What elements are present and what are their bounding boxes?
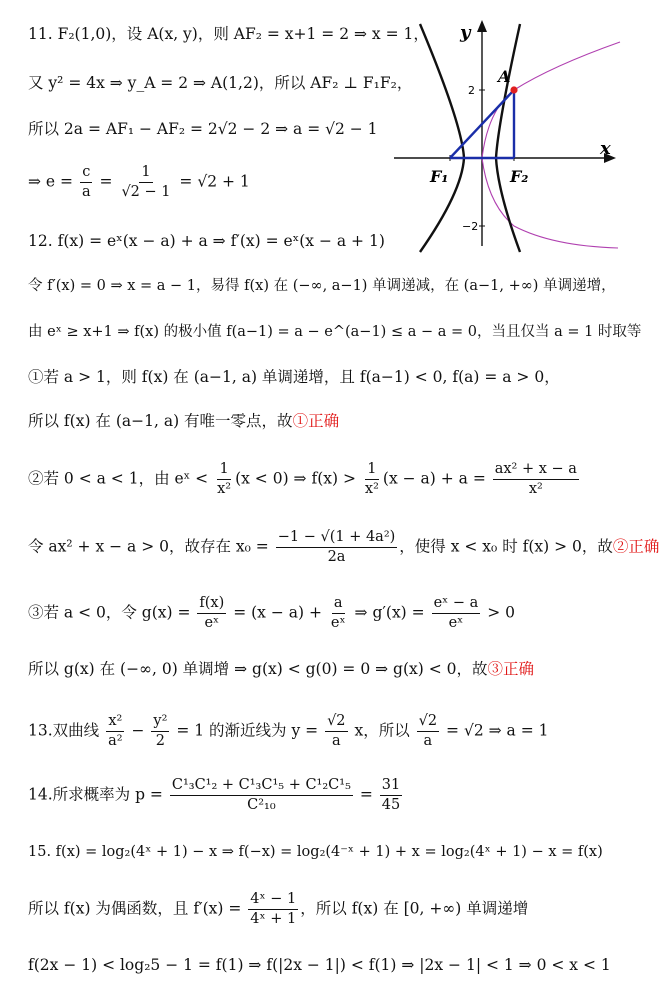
line-15b bbox=[28, 892, 528, 927]
denominator: C²₁₀ bbox=[247, 797, 276, 814]
fraction bbox=[170, 778, 353, 813]
text: 所以 f(x) 为偶函数，且 f′(x) = bbox=[28, 899, 247, 918]
text: = bbox=[94, 172, 118, 191]
text: 所以 f(x) 在 (a−1, a) 有唯一零点，故 bbox=[28, 412, 293, 430]
line-12b: 令 f′(x) = 0 ⇒ x = a − 1，易得 f(x) 在 (−∞, a−1) 单调递减，在 (a−1, +∞) 单调递增， bbox=[28, 278, 616, 294]
f1-label: F₁ bbox=[430, 167, 449, 186]
text: > 0 bbox=[482, 603, 516, 622]
hyperbola-left-branch bbox=[420, 24, 464, 252]
line-12c: 由 eˣ ≥ x+1 ⇒ f(x) 的极小值 f(a−1) = a − e^(a−1) ≤ a − a = 0，当且仅当 a = 1 时取等 bbox=[28, 324, 642, 340]
text: = bbox=[354, 785, 378, 804]
denominator: eˣ bbox=[204, 615, 220, 632]
text: 14.所求概率为 p = bbox=[28, 785, 168, 804]
numerator: a bbox=[332, 596, 345, 614]
tick-label-pos: 2 bbox=[468, 84, 475, 97]
fraction bbox=[325, 714, 347, 749]
numerator: 4ˣ − 1 bbox=[248, 892, 298, 910]
text: ②若 0 < a < 1，由 eˣ < bbox=[28, 469, 214, 488]
text: − bbox=[126, 721, 150, 740]
point-a-label: A bbox=[498, 67, 511, 86]
answer-red: ③正确 bbox=[487, 660, 535, 678]
numerator: √2 bbox=[417, 714, 439, 732]
denominator: x² bbox=[364, 481, 379, 498]
numerator: 1 bbox=[217, 462, 230, 480]
numerator: 1 bbox=[139, 165, 152, 183]
denominator: a bbox=[331, 733, 341, 750]
fraction bbox=[248, 892, 298, 927]
denominator: eˣ bbox=[330, 615, 346, 632]
line-12d: ①若 a > 1，则 f(x) 在 (a−1, a) 单调递增，且 f(a−1) < 0, f(a) = a > 0， bbox=[28, 368, 560, 386]
x-label: x bbox=[600, 138, 611, 159]
fraction bbox=[493, 462, 579, 497]
fraction bbox=[432, 596, 481, 631]
tick-label-neg: −2 bbox=[462, 220, 479, 233]
numerator: ax² + x − a bbox=[493, 462, 579, 480]
denominator: 4ˣ + 1 bbox=[250, 911, 297, 928]
numerator: eˣ − a bbox=[432, 596, 481, 614]
line-13 bbox=[28, 714, 548, 749]
line-12e bbox=[28, 414, 339, 430]
text: ，使得 x < x₀ 时 f(x) > 0，故 bbox=[399, 537, 613, 556]
text: (x − a) + a = bbox=[382, 469, 491, 488]
line-12f bbox=[28, 462, 581, 497]
text: ⇒ e = bbox=[28, 172, 78, 191]
y-axis-arrow bbox=[477, 20, 487, 32]
line-15: 15. f(x) = log₂(4ˣ + 1) − x ⇒ f(−x) = log₂(4⁻ˣ + 1) + x = log₂(4ˣ + 1) − x = f(x) bbox=[28, 844, 603, 860]
numerator: 31 bbox=[380, 778, 402, 796]
y-label: y bbox=[460, 22, 471, 43]
text: x，所以 bbox=[349, 721, 415, 740]
fraction bbox=[197, 596, 226, 631]
text: ⇒ g′(x) = bbox=[349, 603, 430, 622]
line-15c: f(2x − 1) < log₂5 − 1 = f(1) ⇒ f(|2x − 1|) < f(1) ⇒ |2x − 1| < 1 ⇒ 0 < x < 1 bbox=[28, 956, 611, 974]
line-11: 11. F₂(1,0)，设 A(x, y)，则 AF₂ = x+1 = 2 ⇒ x = 1， bbox=[28, 25, 429, 43]
text: = 1 的渐近线为 y = bbox=[171, 721, 324, 740]
numerator: √2 bbox=[325, 714, 347, 732]
line-12g bbox=[28, 530, 659, 565]
line-12i bbox=[28, 662, 534, 678]
hyperbola-parabola-figure bbox=[392, 14, 620, 252]
fraction bbox=[106, 714, 124, 749]
denominator: √2 − 1 bbox=[121, 184, 171, 201]
answer-red: ①正确 bbox=[292, 412, 340, 430]
denominator: 2 bbox=[155, 733, 166, 750]
hyperbola-right-branch bbox=[496, 24, 520, 252]
point-a bbox=[510, 86, 517, 93]
numerator: x² bbox=[106, 714, 124, 732]
text: 令 ax² + x − a > 0，故存在 x₀ = bbox=[28, 537, 274, 556]
denominator: x² bbox=[528, 481, 543, 498]
denominator: 2a bbox=[327, 549, 346, 566]
fraction bbox=[80, 165, 93, 200]
denominator: eˣ bbox=[448, 615, 464, 632]
fraction bbox=[329, 596, 348, 631]
f2-label: F₂ bbox=[510, 167, 529, 186]
text: ，所以 f(x) 在 [0, +∞) 单调递增 bbox=[300, 899, 529, 918]
numerator: −1 − √(1 + 4a²) bbox=[276, 530, 398, 548]
fraction bbox=[119, 165, 172, 200]
text: 所以 g(x) 在 (−∞, 0) 单调增 ⇒ g(x) < g(0) = 0 ⇒ g(x) < 0，故 bbox=[28, 660, 488, 678]
denominator: a² bbox=[108, 733, 123, 750]
fraction bbox=[363, 462, 381, 497]
numerator: c bbox=[80, 165, 92, 183]
text: (x < 0) ⇒ f(x) > bbox=[235, 469, 361, 488]
line-11c: 所以 2a = AF₁ − AF₂ = 2√2 − 2 ⇒ a = √2 − 1 bbox=[28, 120, 378, 138]
text: = (x − a) + bbox=[228, 603, 327, 622]
text: = √2 + 1 bbox=[174, 172, 250, 191]
denominator: a bbox=[81, 184, 91, 201]
answer-red: ②正确 bbox=[612, 537, 659, 556]
numerator: 1 bbox=[365, 462, 378, 480]
denominator: a bbox=[423, 733, 433, 750]
text: ③若 a < 0，令 g(x) = bbox=[28, 603, 196, 622]
line-11d bbox=[28, 165, 250, 200]
fraction bbox=[380, 778, 402, 813]
text: 13.双曲线 bbox=[28, 721, 105, 740]
text: = √2 ⇒ a = 1 bbox=[441, 721, 549, 740]
line-11b: 又 y² = 4x ⇒ y_A = 2 ⇒ A(1,2)，所以 AF₂ ⊥ F₁F₂， bbox=[28, 74, 413, 92]
denominator: x² bbox=[217, 481, 232, 498]
line-12h bbox=[28, 596, 515, 631]
line-14 bbox=[28, 778, 404, 813]
fraction bbox=[417, 714, 439, 749]
denominator: 45 bbox=[381, 797, 401, 814]
numerator: C¹₃C¹₂ + C¹₃C¹₅ + C¹₂C¹₅ bbox=[170, 778, 353, 796]
fraction bbox=[215, 462, 233, 497]
fraction bbox=[151, 714, 169, 749]
numerator: f(x) bbox=[197, 596, 226, 614]
fraction bbox=[276, 530, 398, 565]
line-12: 12. f(x) = eˣ(x − a) + a ⇒ f′(x) = eˣ(x − a + 1) bbox=[28, 232, 385, 250]
numerator: y² bbox=[151, 714, 169, 732]
